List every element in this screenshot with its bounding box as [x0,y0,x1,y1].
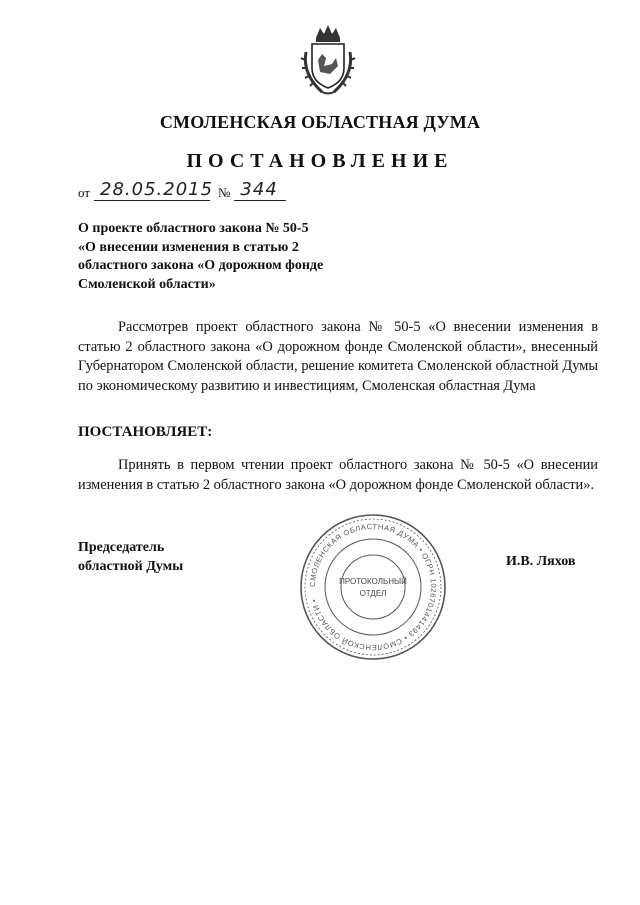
stamp-center-line: ОТДЕЛ [359,589,387,598]
stamp-center-line: ПРОТОКОЛЬНЫЙ [339,577,407,586]
number-sign-label: № [218,185,231,200]
document-type-title: ПОСТАНОВЛЕНИЕ [186,150,454,172]
signatory-title-line: Председатель [78,540,165,555]
svg-text:СМОЛЕНСКАЯ ОБЛАСТНАЯ ДУМА • ОГ [308,522,438,652]
resolves-heading: ПОСТАНОВЛЯЕТ: [78,424,213,440]
official-stamp [298,512,448,662]
organization-title: СМОЛЕНСКАЯ ОБЛАСТНАЯ ДУМА [159,112,481,132]
stamp-ring-text: СМОЛЕНСКАЯ ОБЛАСТНАЯ ДУМА • ОГРН 1026701441493 • СМОЛЕНСКОЙ ОБЛАСТИ • [307,521,439,653]
subject-line: Смоленской области» [78,276,216,292]
handwritten-number: 344 [234,180,286,201]
subject-line: О проекте областного закона № 50-5 [78,221,309,236]
date-number-line [78,180,286,201]
handwritten-date: 28.05.2015 [94,180,210,201]
signatory-title-line: областной Думы [78,559,184,574]
signatory-title [78,538,183,576]
subject-line: областного закона «О дорожном фонде [78,258,324,273]
coat-of-arms-icon [296,22,360,98]
signatory-name: И.В. Ляхов [506,554,576,569]
subject-line: «О внесении изменения в статью 2 [78,239,299,255]
preamble-paragraph: Рассмотрев проект областного закона № 50-5 «О внесении изменения в статью 2 областного закона «О дорожном фонде Смоленской области», внесенный Губернатором Смоленской области, решение комитета Смоленской областной Думы по экономическому развитию и инвестициям, Смоленская областная Дума [78,319,598,394]
date-prefix-label: от [78,185,91,200]
document-subject [78,220,398,294]
resolution-paragraph: Принять в первом чтении проект областного закона № 50-5 «О внесении изменения в статью 2 областного закона «О дорожном фонде Смоленской области». [78,457,598,493]
